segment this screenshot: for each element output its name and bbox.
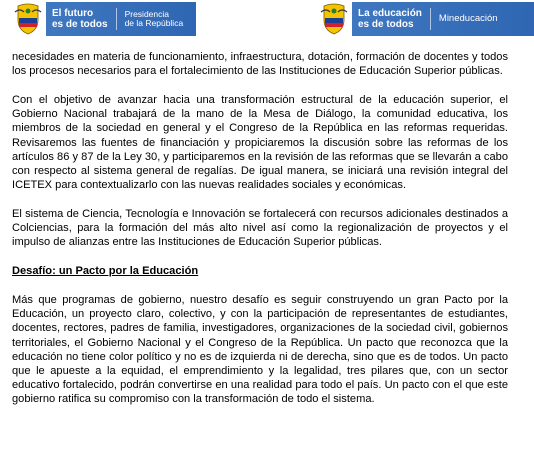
colombia-coat-of-arms-icon bbox=[318, 2, 350, 36]
banner-entity: Presidencia de la República bbox=[124, 8, 184, 28]
paragraph-funding: necesidades en materia de funcionamiento, infraestructura, dotación, formación de docentes y todos los procesos necesarios para el fortalecimiento de las Instituciones de Educación Superior públicas. bbox=[12, 51, 508, 78]
presidencia-banner bbox=[46, 2, 196, 36]
paragraph-education-pact: Más que programas de gobierno, nuestro desafío es seguir construyendo un gran Pacto por la Educación, un proyecto claro, colectivo, y con la participación de representantes de estudiantes, docentes, rectores, padres de familia, investigadores, organizaciones de la sociedad civil, gobiernos territoriales, el Gobierno Nacional y el Congreso de la República. Un pacto que reconozca que la educación no tiene color político y no es de izquierda ni de derecha, sino que es de todos. Un pacto que le apueste a la equidad, el emprendimiento y la legalidad, tres pilares que, con un sector educativo fortalecido, podrán convertirse en una realidad para todo el país. Un pacto con el que este gobierno ratifica su compromiso con la transformación de todo el sistema. bbox=[12, 294, 508, 406]
header-mineducacion bbox=[318, 2, 534, 36]
mineducacion-banner bbox=[352, 2, 534, 36]
banner-slogan: La educación es de todos bbox=[358, 8, 422, 30]
document-body bbox=[12, 50, 508, 421]
paragraph-science-technology: El sistema de Ciencia, Tecnología e Innovación se fortalecerá con recursos adicionales destinados a Colciencias, para la formación del más alto nivel así como la regionalización de proyectos y el impulso de alianzas entre las Instituciones de Educación Superior públicas. bbox=[12, 208, 508, 249]
section-heading: Desafío: un Pacto por la Educación bbox=[12, 265, 199, 278]
banner-entity: Mineducación bbox=[438, 13, 498, 25]
colombia-coat-of-arms-icon bbox=[12, 2, 44, 36]
banner-slogan: El futuro es de todos bbox=[52, 8, 108, 30]
paragraph-structural-transformation: Con el objetivo de avanzar hacia una transformación estructural de la educación superior, el Gobierno Nacional trabajará de la mano de la Mesa de Diálogo, la comunidad educativa, los miembros de la sociedad en general y el Congreso de la República en las reformas requeridas. Revisaremos las fuentes de financiación y propiciaremos la discusión sobre las reformas de los artículos 86 y 87 de la Ley 30, y participaremos en la revisión de las reformas que se llevarán a cabo con respecto al sistema general de regalías. De igual manera, se iniciará una revisión integral del ICETEX para contextualizarlo con las nuevas realidades sociales y económicas. bbox=[12, 94, 508, 192]
header-presidencia bbox=[12, 2, 196, 36]
